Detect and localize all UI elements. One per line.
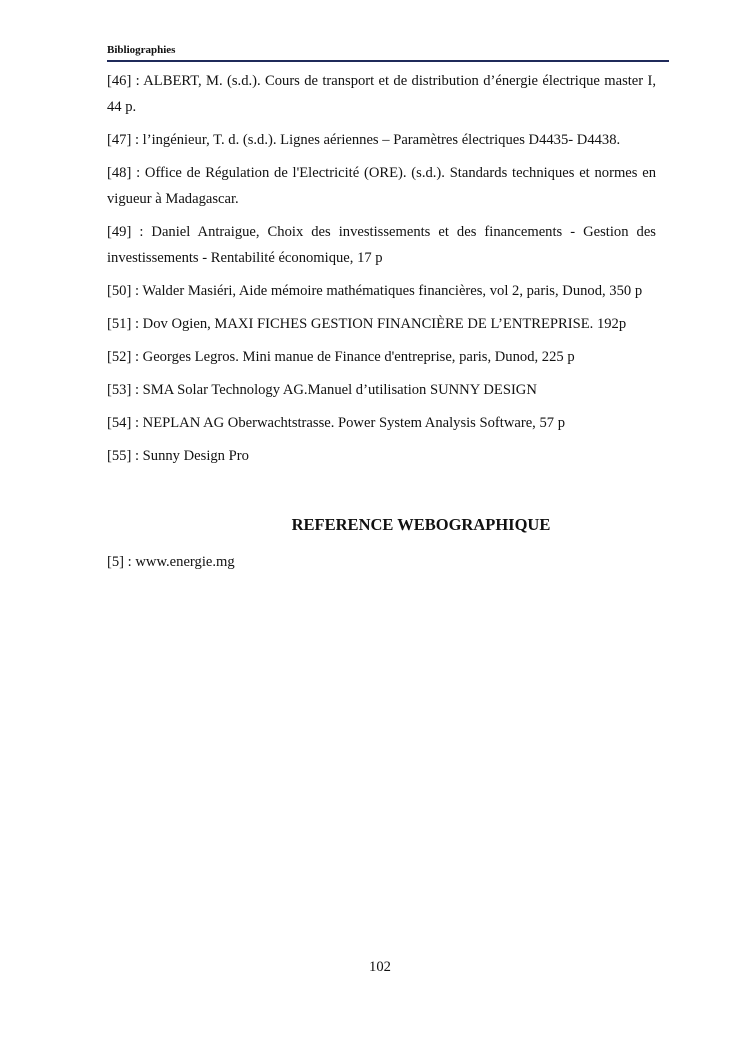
- page-number: 102: [369, 959, 391, 975]
- webography-list: [107, 549, 656, 582]
- reference-item: [55] : Sunny Design Pro: [107, 448, 249, 464]
- webography-item: [5] : www.energie.mg: [107, 554, 235, 570]
- reference-item: [49] : Daniel Antraigue, Choix des investissements et des financements - Gestion des investissements - Rentabilité économique, 17 p: [107, 224, 656, 266]
- reference-item: [46] : ALBERT, M. (s.d.). Cours de transport et de distribution d’énergie électrique master I, 44 p.: [107, 73, 656, 115]
- webography-heading: REFERENCE WEBOGRAPHIQUE: [291, 515, 551, 534]
- reference-item: [48] : Office de Régulation de l'Electricité (ORE). (s.d.). Standards techniques et normes en vigueur à Madagascar.: [107, 165, 656, 207]
- reference-item: [53] : SMA Solar Technology AG.Manuel d’utilisation SUNNY DESIGN: [107, 382, 537, 398]
- header-divider: [107, 60, 669, 62]
- reference-item: [52] : Georges Legros. Mini manue de Finance d'entreprise, paris, Dunod, 225 p: [107, 349, 575, 365]
- reference-item: [50] : Walder Masiéri, Aide mémoire mathématiques financières, vol 2, paris, Dunod, 350 p: [107, 283, 643, 299]
- reference-item: [51] : Dov Ogien, MAXI FICHES GESTION FINANCIÈRE DE L’ENTREPRISE. 192p: [107, 316, 627, 332]
- header-title: Bibliographies: [107, 44, 176, 56]
- reference-item: [54] : NEPLAN AG Oberwachtstrasse. Power System Analysis Software, 57 p: [107, 415, 566, 431]
- reference-item: [47] : l’ingénieur, T. d. (s.d.). Lignes aériennes – Paramètres électriques D4435- D4438.: [107, 132, 621, 148]
- bibliography-list: [107, 68, 656, 476]
- page-header: [107, 43, 669, 62]
